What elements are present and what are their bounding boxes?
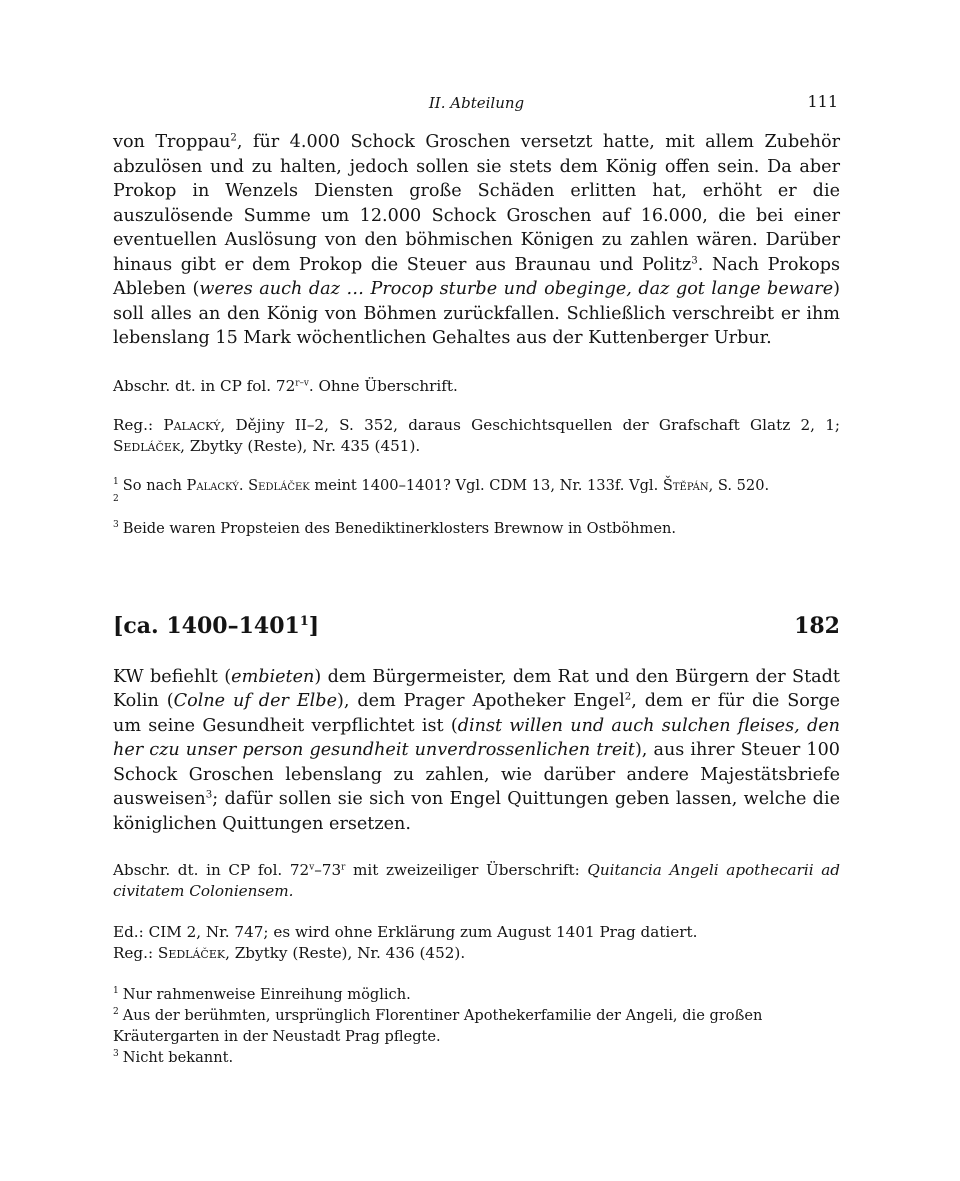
regest-note: Reg.: Palacký, Dějiny II–2, S. 352, daraus Geschichtsquellen der Grafschaft Glatz 2, 1; Sedláček, Zbytky (Reste), Nr. 435 (451).: [113, 415, 840, 455]
footnote: $^3$ Nicht bekannt.: [113, 1049, 234, 1066]
footnotes: [113, 984, 840, 1068]
quoted-text: weres auch daz … Procop sturbe und obeginge, daz got lange beware: [199, 279, 834, 299]
page: [113, 88, 840, 1068]
source-note: Abschr. dt. in CP fol. 72$^v$–73$^r$ mit zweizeiliger Überschrift: Quitancia Angeli apothecarii ad civitatem Coloniensem.: [113, 861, 840, 900]
page-header: [113, 88, 840, 118]
entry-heading: [113, 613, 840, 649]
footnote-ref: 2: [624, 691, 632, 703]
entry-summary: KW befiehlt (embieten) dem Bürgermeister, dem Rat und den Bürgern der Stadt Kolin (Colne uf der Elbe), dem Prager Apotheker Engel$^2$, dem er für die Sorge um seine Gesundheit verpflichtet ist (dinst willen und auch sulchen fleises, den her czu unser person gesundheit unverdrossenlichen treit), aus ihrer Steuer 100 Schock Groschen lebenslang zu zahlen, wie darüber andere Majestätsbriefe ausweisen$^3$; dafür sollen sie sich von Engel Quittungen geben lassen, welche die königlichen Quittungen ersetzen.: [113, 666, 841, 834]
entry-number: 182: [794, 612, 840, 639]
regest-note: Reg.: Sedláček, Zbytky (Reste), Nr. 436 (452).: [113, 944, 466, 962]
page-number: 111: [807, 92, 838, 111]
footnote: $^1$ So nach Palacký. Sedláček meint 1400–1401? Vgl. CDM 13, Nr. 133f. Vgl. Štěpán, S. 520.: [113, 476, 770, 494]
footnote: 2: [113, 493, 119, 504]
running-title: II. Abteilung: [428, 94, 525, 112]
footnote-ref: 3: [205, 789, 213, 801]
footnote-ref: 3: [691, 255, 698, 267]
source-note: Abschr. dt. in CP fol. 72$^{r-v}$. Ohne Überschrift.: [113, 376, 458, 395]
previous-entry-summary: von Troppau$^2$, für 4.000 Schock Groschen versetzt hatte, mit allem Zubehör abzulösen und zu halten, jedoch sollen sie stets dem König offen sein. Da aber Prokop in Wenzels Diensten große Schäden erlitten hat, erhöht er die auszulösende Summe um 12.000 Schock Groschen auf 16.000, die bei einer eventuellen Auslösung von den böhmischen Königen zu zahlen wären. Darüber hinaus gibt er dem Prokop die Steuer aus Braunau und Politz$^3$. Nach Prokops Ableben (weres auch daz … Procop sturbe und obeginge, daz got lange beware) soll alles an den König von Böhmen zurückfallen. Schließlich verschreibt er ihm lebenslang 15 Mark wöchentlichen Gehaltes aus der Kuttenberger Urbur.: [113, 132, 841, 348]
footnote: $^1$ Nur rahmenweise Einreihung möglich.: [113, 986, 411, 1003]
entry-date: [ca. 1400–1401$^1$]: [113, 612, 320, 639]
footnote: $^2$ Aus der berühmten, ursprünglich Florentiner Apothekerfamilie der Angeli, die großen Kräutergarten in der Neustadt Prag pflegte.: [113, 1007, 763, 1045]
edition-note: Ed.: CIM 2, Nr. 747; es wird ohne Erklärung zum August 1401 Prag datiert.: [113, 923, 698, 941]
footnotes: [113, 475, 840, 539]
footnote-ref: 2: [230, 132, 237, 144]
footnote: $^3$ Beide waren Propsteien des Benediktinerklosters Brewnow in Ostböhmen.: [113, 519, 677, 537]
